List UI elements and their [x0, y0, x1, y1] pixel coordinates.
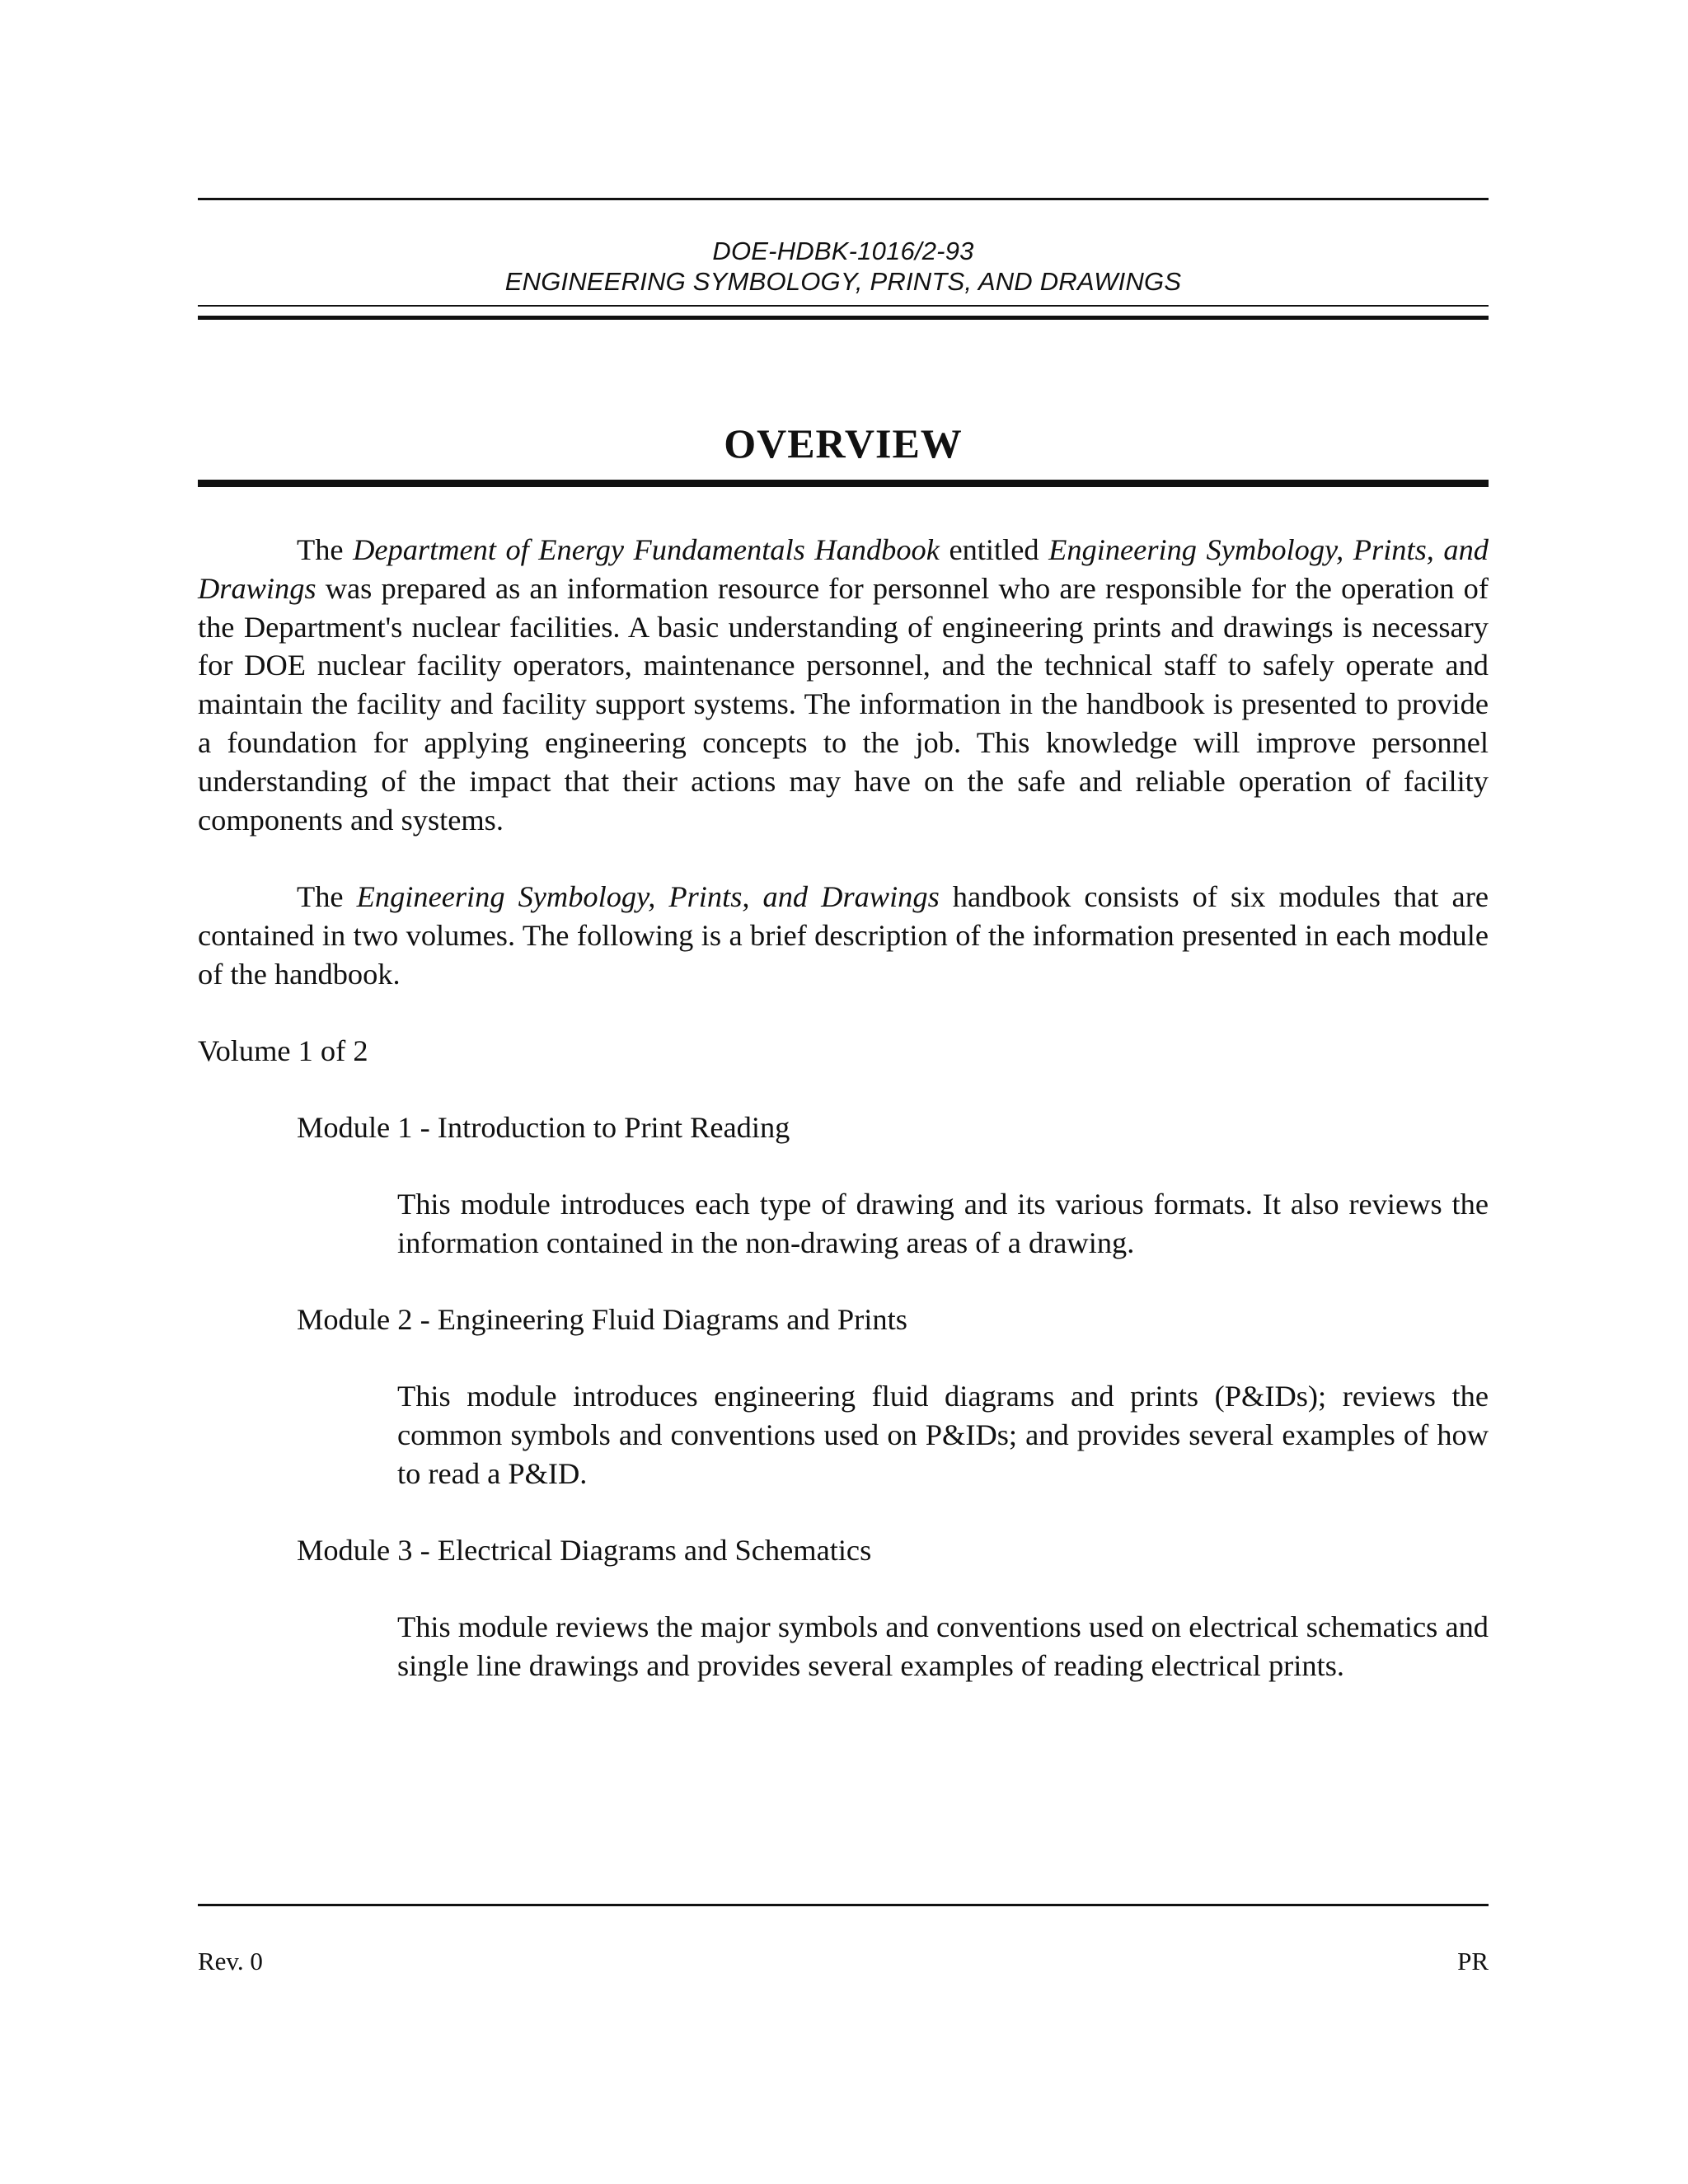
footer-revision: Rev. 0	[198, 1947, 263, 1975]
header-bottom-rule-thin	[198, 305, 1489, 307]
footer-rule	[198, 1904, 1489, 1906]
header-doc-title: ENGINEERING SYMBOLOGY, PRINTS, AND DRAWINGS	[504, 267, 1182, 296]
intro-subject: Engineering Symbology, Prints, and Drawings	[198, 533, 1489, 605]
modules-intro-the: The	[297, 880, 344, 913]
header-bottom-rule-thick	[198, 316, 1489, 320]
module-3-title: Module 3 - Electrical Diagrams and Schematics	[297, 1534, 872, 1567]
intro-the: The	[297, 533, 344, 566]
intro-paragraph	[198, 531, 1489, 839]
module-3-description: This module reviews the major symbols and conventions used on electrical schematics and single line drawings and provides several examples of reading electrical prints.	[397, 1610, 1489, 1682]
intro-rest: was prepared as an information resource for personnel who are responsible for the operation of the Department's nuclear facilities. A basic understanding of engineering prints and drawings is necessary for DOE nuclear facility operators, maintenance personnel, and the technical staff to safely operate and maintain the facility and facility support systems. The information in the handbook is presented to provide a foundation for applying engineering concepts to the job. This knowledge will improve personnel understanding of the impact that their actions may have on the safe and reliable operation of facility components and systems.	[198, 571, 1489, 837]
module-1-title: Module 1 - Introduction to Print Reading	[297, 1111, 790, 1144]
section-title-rule	[198, 480, 1489, 487]
header-doc-number: DOE-HDBK-1016/2-93	[712, 237, 974, 265]
intro-handbook-name: Department of Energy Fundamentals Handbook	[353, 533, 940, 566]
module-1-description: This module introduces each type of drawing and its various formats. It also reviews the information contained in the non-drawing areas of a drawing.	[397, 1188, 1489, 1259]
section-title: OVERVIEW	[724, 420, 963, 466]
document-page	[198, 0, 1489, 2184]
module-2-title: Module 2 - Engineering Fluid Diagrams and Prints	[297, 1303, 907, 1336]
footer-page-label: PR	[1457, 1947, 1489, 1975]
modules-intro-rest: handbook consists of six modules that are contained in two volumes. The following is a brief description of the information presented in each module of the handbook.	[198, 880, 1489, 991]
modules-intro-subject: Engineering Symbology, Prints, and Drawings	[356, 880, 940, 913]
intro-entitled: entitled	[949, 533, 1039, 566]
header-top-rule	[198, 198, 1489, 200]
modules-intro-paragraph	[198, 878, 1489, 993]
module-2-description: This module introduces engineering fluid diagrams and prints (P&IDs); reviews the common symbols and conventions used on P&IDs; and provides several examples of how to read a P&ID.	[397, 1380, 1489, 1490]
volume-label: Volume 1 of 2	[198, 1034, 368, 1067]
